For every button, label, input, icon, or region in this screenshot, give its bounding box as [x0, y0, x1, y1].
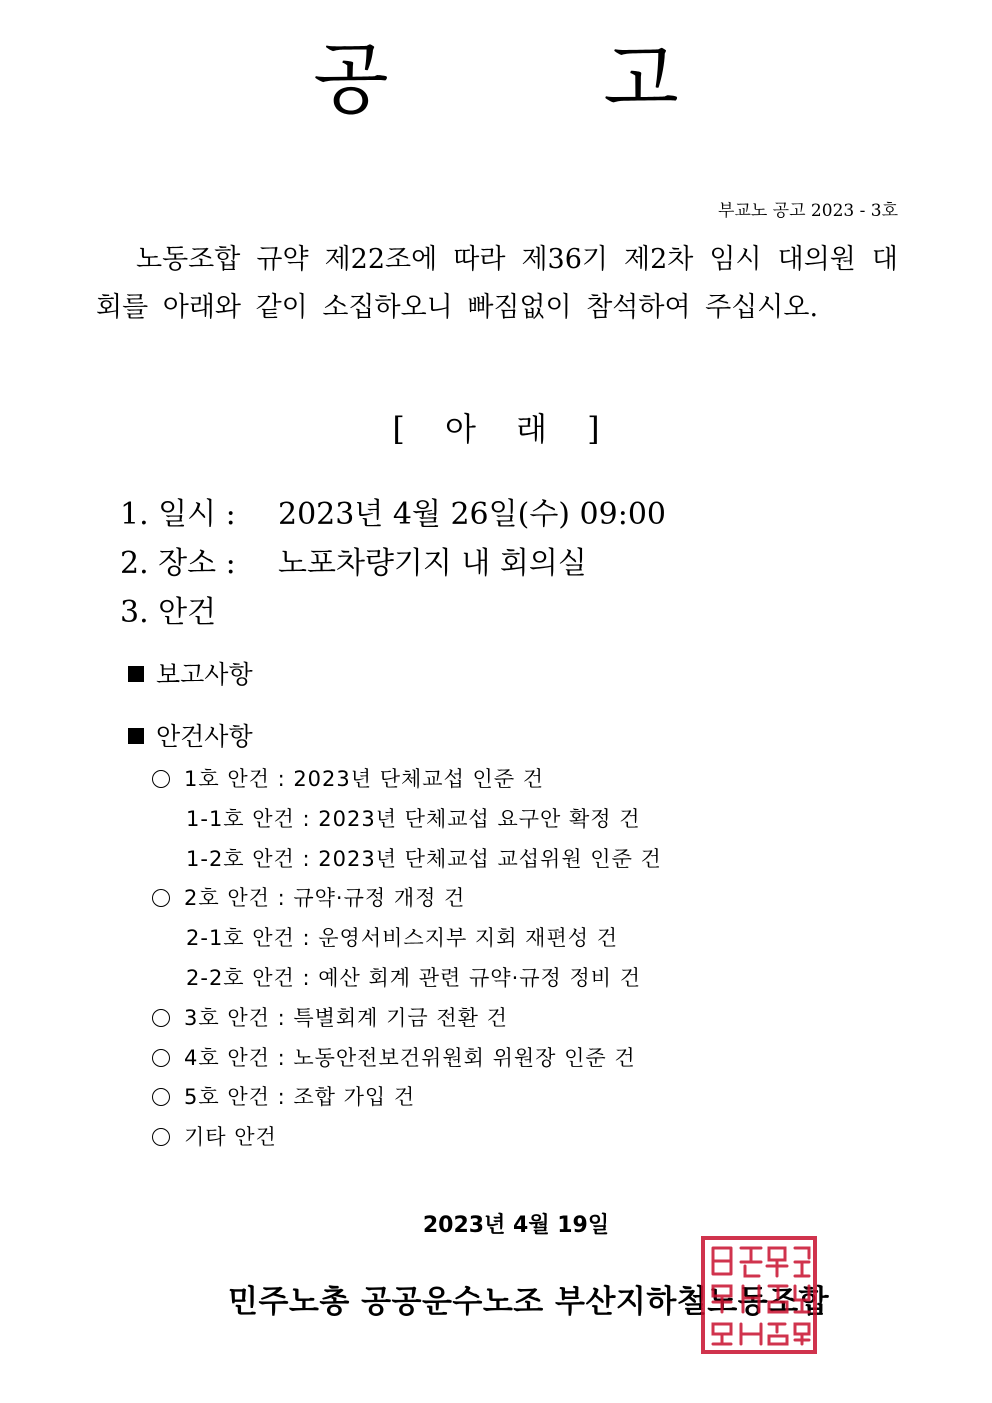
black-square-icon [128, 666, 144, 682]
agenda-subitem [152, 959, 662, 999]
detail-datetime [120, 490, 666, 539]
agenda-item-text: 2-2호 안건 : 예산 회계 관련 규약·규정 정비 건 [186, 965, 642, 990]
notice-title: 공 고 [313, 35, 774, 125]
agenda-item [152, 879, 662, 919]
detail-value: 노포차량기지 내 회의실 [278, 546, 587, 581]
notice-date: 2023년 4월 19일 [422, 1213, 610, 1238]
detail-label: 2. 장소 : [120, 546, 236, 581]
agenda-subitem [152, 800, 662, 840]
details-subheading: [ 아 래 ] [392, 410, 600, 448]
agenda-item-text: 4호 안건 : 노동안전보건위원회 위원장 인준 건 [184, 1045, 636, 1070]
agenda-item-text: 5호 안건 : 조합 가입 건 [184, 1085, 416, 1110]
agenda-item-text: 2호 안건 : 규약·규정 개정 건 [184, 886, 466, 911]
agenda-item-text: 기타 안건 [184, 1125, 277, 1150]
agenda-item-text: 1-2호 안건 : 2023년 단체교섭 교섭위원 인준 건 [186, 846, 662, 871]
circle-bullet-icon [152, 770, 170, 788]
detail-value: 2023년 4월 26일(수) 09:00 [278, 497, 666, 532]
detail-agenda [120, 588, 666, 637]
agenda-item-text: 1호 안건 : 2023년 단체교섭 인준 건 [184, 767, 545, 791]
circle-bullet-icon [152, 1049, 170, 1067]
agenda-item [152, 1039, 662, 1079]
agenda-item-text: 3호 안건 : 특별회계 기금 전환 건 [184, 1005, 508, 1030]
intro-paragraph: 노동조합 규약 제22조에 따라 제36기 제2차 임시 대의원 대회를 아래와 같이 소집하오니 빠짐없이 참석하여 주십시오. [96, 244, 898, 323]
circle-bullet-icon [152, 1128, 170, 1146]
black-square-icon [128, 728, 144, 744]
agenda-item-text: 1-1호 안건 : 2023년 단체교섭 요구안 확정 건 [186, 806, 641, 831]
circle-bullet-icon [152, 889, 170, 907]
section-report [128, 655, 253, 691]
agenda-item [152, 1078, 662, 1118]
agenda-item [152, 760, 662, 800]
agenda-item [152, 999, 662, 1039]
detail-label: 1. 일시 : [120, 497, 236, 532]
document-number: 부교노 공고 2023 - 3호 [718, 201, 898, 221]
organization-name: 민주노총 공공운수노조 부산지하철노동조합 [228, 1284, 830, 1320]
meeting-details [120, 490, 666, 637]
section-agenda-label: 안건사항 [156, 722, 253, 751]
agenda-item-text: 2-1호 안건 : 운영서비스지부 지회 재편성 건 [186, 926, 619, 951]
circle-bullet-icon [152, 1009, 170, 1027]
agenda-subitem [152, 840, 662, 880]
section-report-label: 보고사항 [156, 660, 253, 689]
agenda-subitem [152, 919, 662, 959]
detail-label: 3. 안건 [120, 595, 217, 630]
section-agenda [128, 717, 253, 753]
detail-location [120, 539, 666, 588]
agenda-item [152, 1118, 662, 1158]
circle-bullet-icon [152, 1088, 170, 1106]
agenda-list [152, 760, 662, 1158]
official-seal-icon [701, 1236, 817, 1354]
